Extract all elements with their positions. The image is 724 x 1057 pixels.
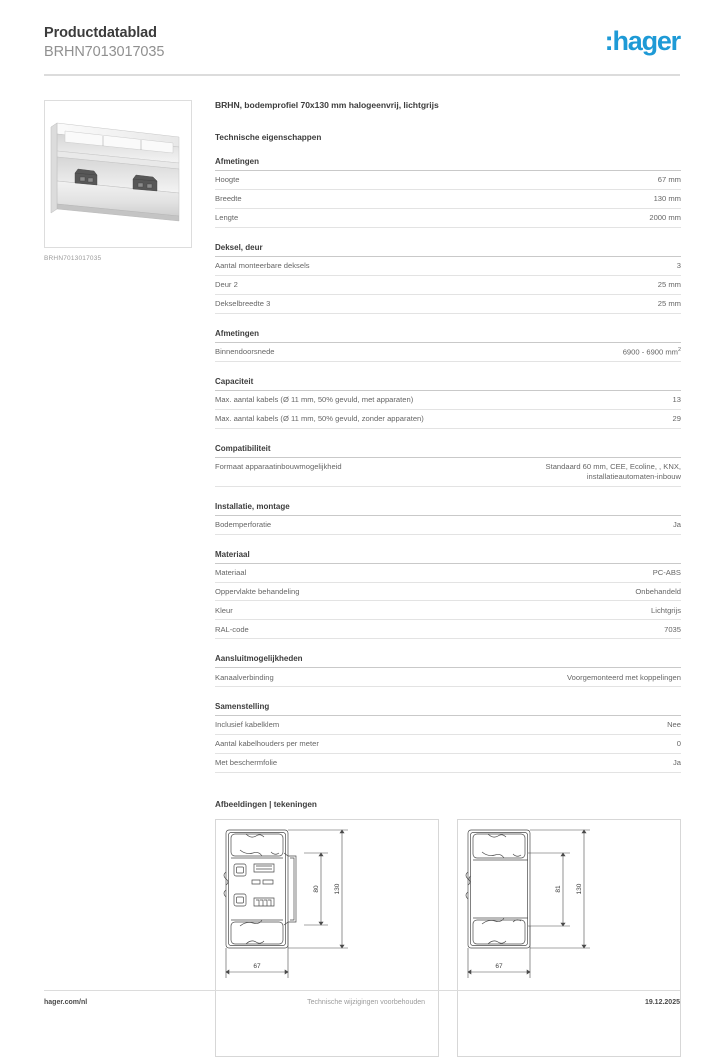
spec-value: 7035 [664, 624, 681, 634]
spec-value: Standaard 60 mm, CEE, Ecoline, , KNX, installatieautomaten-inbouw [545, 462, 681, 482]
spec-value: 0 [676, 739, 681, 749]
spec-label: Breedte [215, 194, 242, 204]
footer-website[interactable]: hager.com/nl [44, 999, 88, 1006]
dim-inner-label-2: 81 [555, 885, 562, 893]
spec-row [215, 458, 681, 487]
dim-width-label-1: 67 [253, 962, 261, 970]
spec-value: 2000 mm [649, 213, 681, 223]
spec-value: Ja [672, 520, 681, 529]
spec-label: Kleur [215, 605, 233, 615]
spec-group [215, 702, 681, 773]
spec-label: Kanaalverbinding [215, 672, 274, 682]
product-photo [45, 101, 191, 247]
spec-value: Ja [672, 758, 681, 768]
spec-group-heading: Capaciteit [215, 377, 681, 391]
spec-group [215, 157, 681, 228]
page-header [44, 0, 680, 61]
dim-outer-label-2: 130 [576, 883, 583, 895]
spec-group-heading: Compatibiliteit [215, 444, 681, 458]
spec-value: 29 [672, 414, 681, 424]
spec-group-heading: Deksel, deur [215, 243, 681, 257]
page-footer [44, 990, 680, 1006]
spec-value-text: 6900 - 6900 mm [622, 347, 678, 357]
spec-row [215, 620, 681, 639]
drawing-cross-section-with-devices [215, 819, 439, 1057]
product-image-column [44, 100, 199, 1057]
spec-group-heading: Materiaal [215, 550, 681, 564]
spec-row [215, 257, 681, 276]
spec-value: 130 mm [653, 194, 681, 204]
spec-value [623, 347, 681, 358]
spec-row [215, 716, 681, 735]
spec-row [215, 516, 681, 535]
spec-row [215, 391, 681, 410]
specifications-column [199, 100, 681, 1057]
drawings-row [215, 819, 681, 1057]
spec-group [215, 502, 681, 535]
footer-disclaimer: Technische wijzigingen voorbehouden [307, 999, 426, 1006]
technical-drawing-1 [216, 820, 438, 1056]
dim-width-label-2: 67 [495, 962, 503, 970]
specification-table [215, 157, 681, 773]
spec-row [215, 583, 681, 602]
spec-label: Max. aantal kabels (Ø 11 mm, 50% gevuld, met apparaten) [215, 395, 414, 405]
spec-row [215, 276, 681, 295]
footer-date: 19.12.2025 [644, 999, 680, 1006]
page-content [44, 76, 680, 1057]
product-headline: BRHN, bodemprofiel 70x130 mm halogeenvrij, lichtgrijs [215, 100, 439, 111]
spec-group-heading: Aansluitmogelijkheden [215, 654, 681, 668]
spec-row [215, 735, 681, 754]
spec-row [215, 754, 681, 773]
spec-label: Dekselbreedte 3 [215, 298, 271, 308]
drawing-cross-section-empty [457, 819, 681, 1057]
spec-group [215, 550, 681, 640]
spec-group [215, 377, 681, 429]
spec-row [215, 295, 681, 314]
hager-logo: :hager [604, 26, 680, 56]
spec-value: 25 mm [657, 298, 681, 308]
spec-group [215, 654, 681, 687]
spec-group [215, 243, 681, 314]
dim-outer-label-1: 130 [334, 883, 341, 895]
spec-group [215, 444, 681, 487]
spec-label: Binnendoorsnede [215, 346, 275, 356]
page-title: Productdatablad [44, 25, 157, 41]
spec-label: Inclusief kabelklem [215, 720, 280, 730]
dim-inner-label-1: 80 [313, 885, 320, 893]
spec-label: Aantal monteerbare deksels [215, 261, 310, 271]
figure-caption: BRHN7013017035 [44, 255, 102, 263]
spec-value: 25 mm [657, 280, 681, 290]
technical-properties-title: Technische eigenschappen [215, 133, 322, 143]
spec-group-heading: Installatie, montage [215, 502, 681, 516]
spec-value: PC-ABS [652, 567, 681, 577]
spec-label: Materiaal [215, 567, 247, 577]
spec-row [215, 209, 681, 228]
spec-value: Voorgemonteerd met koppelingen [567, 672, 681, 682]
spec-label: Met beschermfolie [215, 758, 278, 768]
spec-label: RAL-code [215, 624, 249, 634]
spec-row [215, 410, 681, 429]
spec-label: Deur 2 [215, 280, 238, 290]
spec-row [215, 343, 681, 362]
spec-row [215, 668, 681, 687]
spec-value: Lichtgrijs [651, 605, 681, 615]
drawings-title: Afbeeldingen | tekeningen [215, 799, 317, 809]
spec-value: Onbehandeld [635, 586, 681, 596]
spec-label: Bodemperforatie [215, 520, 272, 529]
product-reference: BRHN7013017035 [44, 43, 165, 60]
spec-row [215, 564, 681, 583]
product-image-frame [44, 100, 192, 248]
spec-row [215, 601, 681, 620]
spec-label: Formaat apparaatinbouwmogelijkheid [215, 462, 342, 472]
spec-value: 3 [676, 261, 681, 271]
spec-label: Aantal kabelhouders per meter [215, 739, 319, 749]
spec-label: Max. aantal kabels (Ø 11 mm, 50% gevuld, zonder apparaten) [215, 414, 424, 424]
header-titles [44, 24, 164, 61]
technical-drawing-2 [458, 820, 680, 1056]
spec-label: Oppervlakte behandeling [215, 586, 300, 596]
spec-label: Hoogte [215, 175, 240, 185]
spec-row [215, 171, 681, 190]
spec-group-heading: Afmetingen [215, 157, 681, 171]
spec-group [215, 329, 681, 362]
spec-row [215, 190, 681, 209]
footer-content [44, 991, 680, 1006]
spec-label: Lengte [215, 213, 239, 223]
spec-value-superscript: 2 [678, 346, 681, 353]
spec-group-heading: Afmetingen [215, 329, 681, 343]
spec-value: 67 mm [657, 175, 681, 185]
spec-value: Nee [667, 720, 681, 730]
spec-group-heading: Samenstelling [215, 702, 681, 716]
spec-value: 13 [672, 395, 681, 405]
